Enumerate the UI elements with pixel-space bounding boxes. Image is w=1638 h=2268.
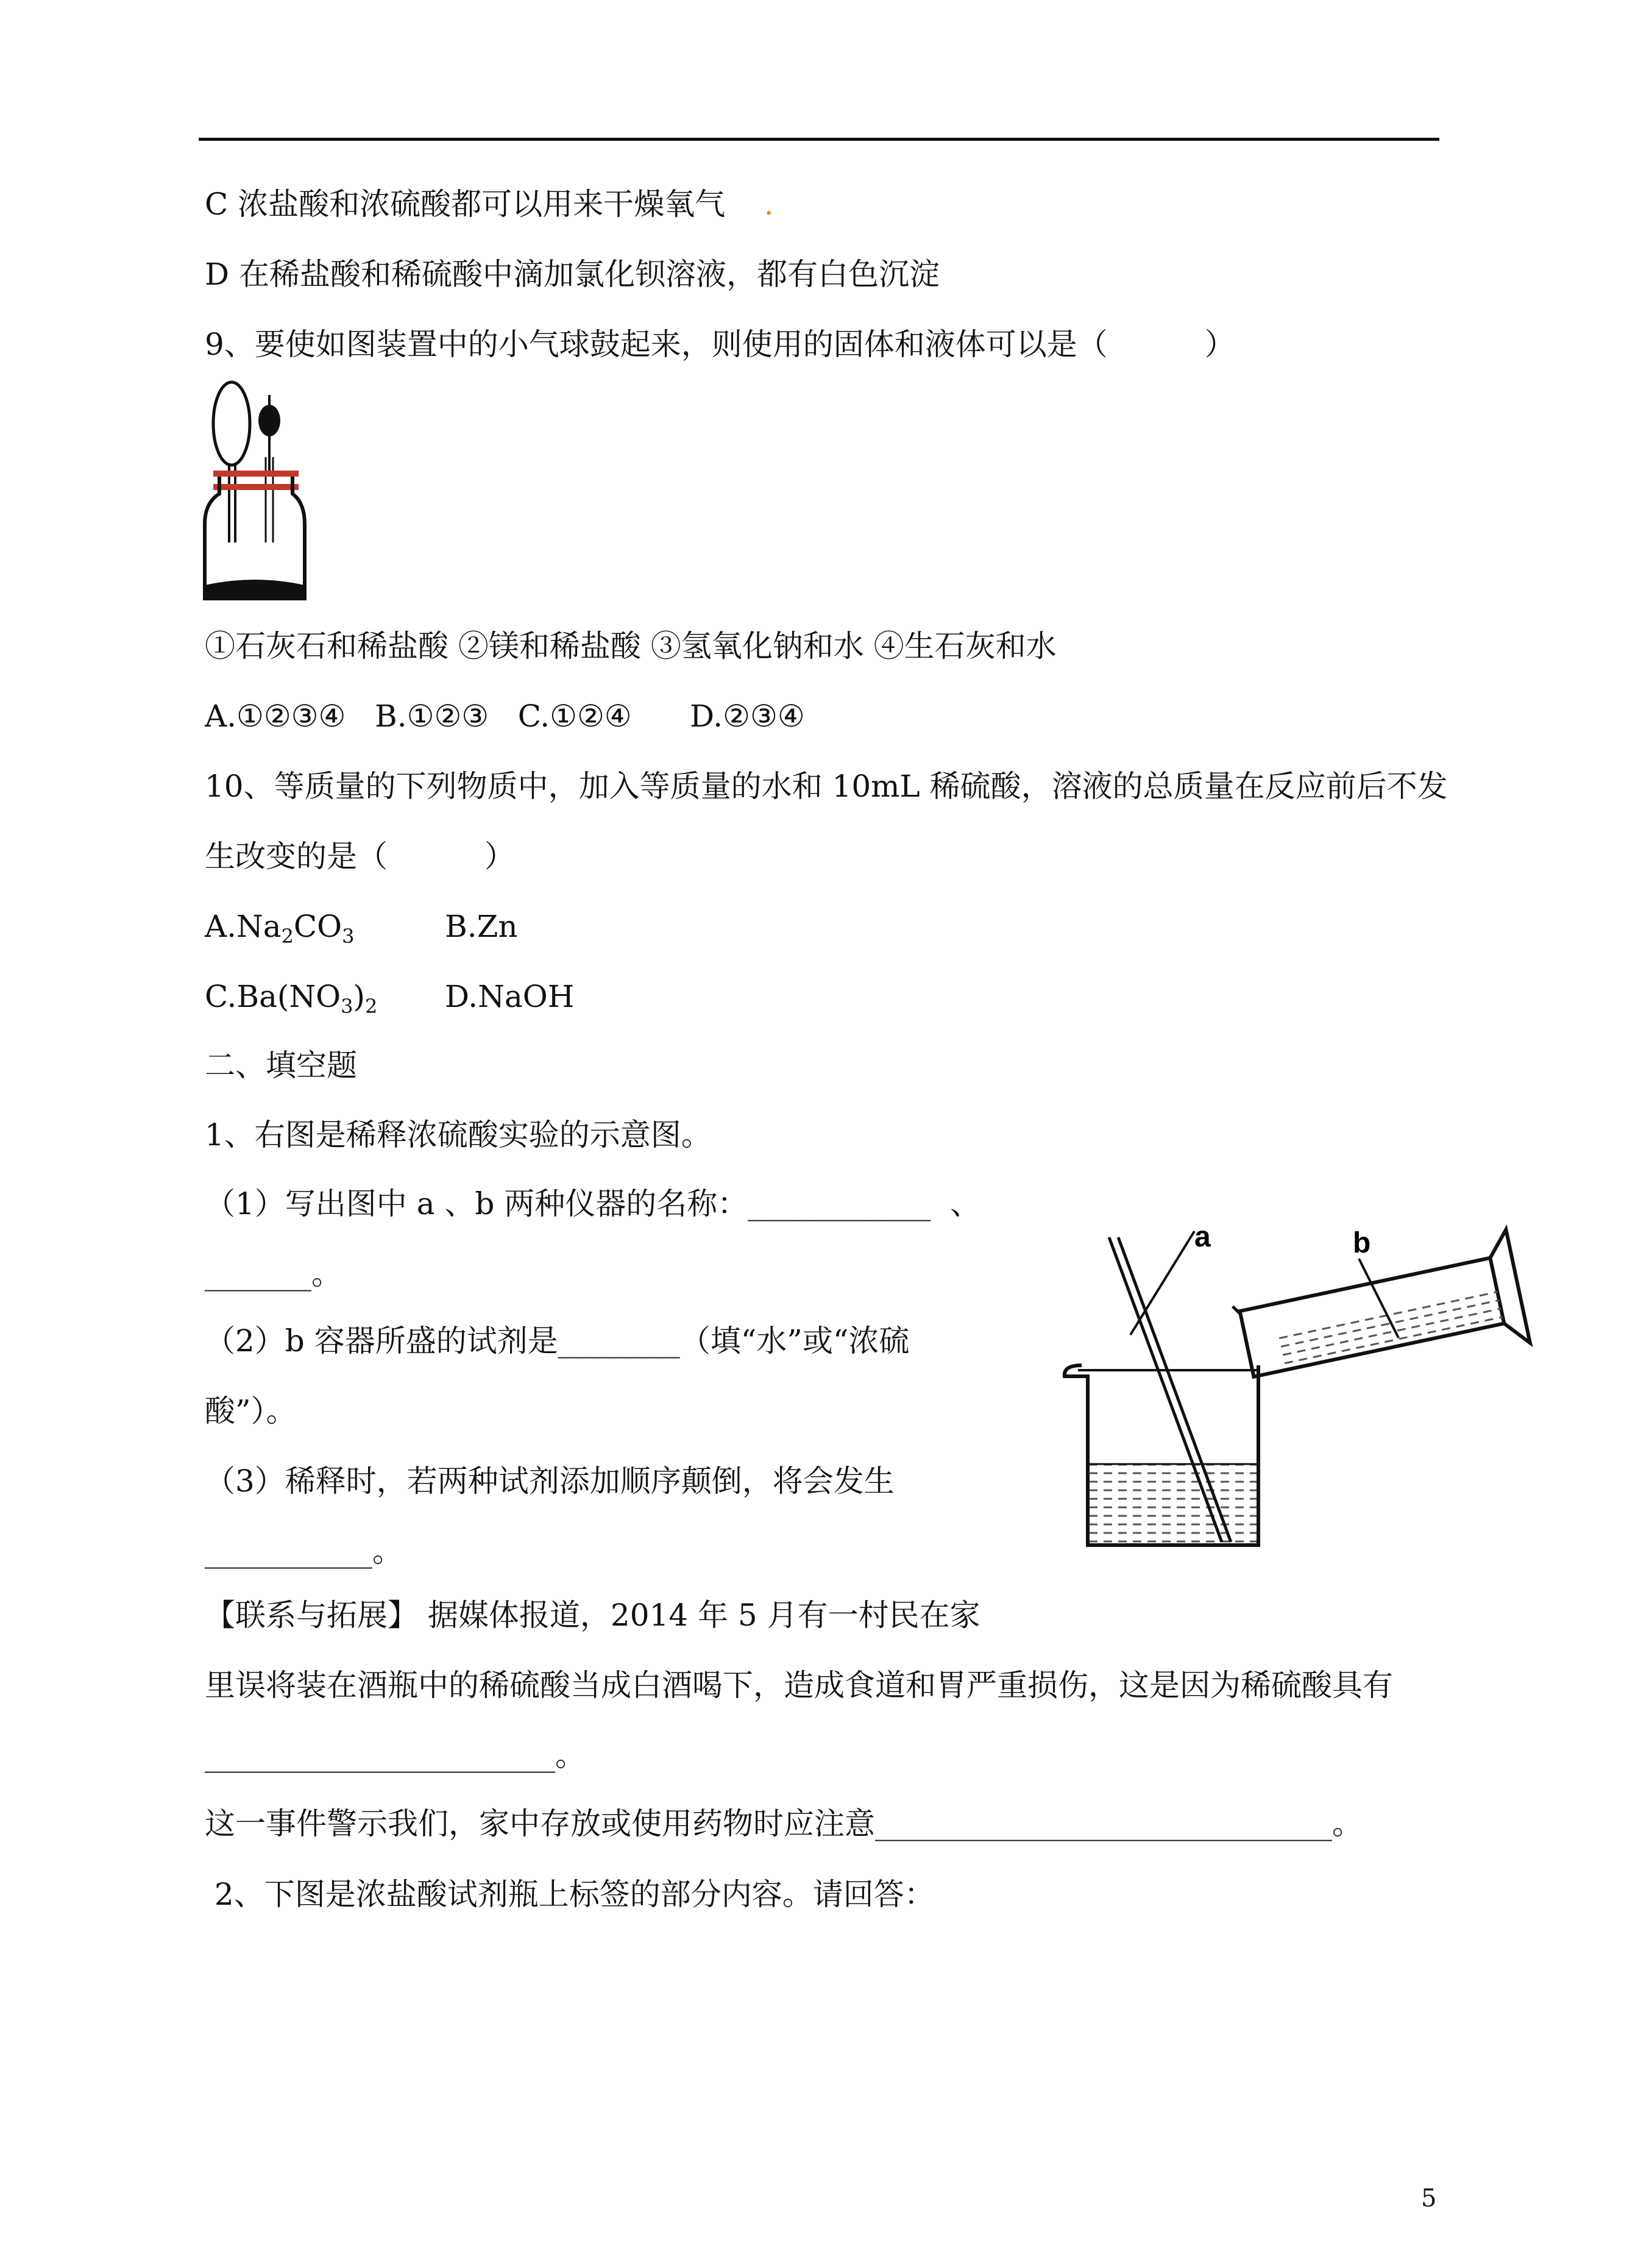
- question-10-option-d: D.NaOH: [445, 979, 575, 1014]
- fill-question-1-part3: （3）稀释时，若两种试剂添加顺序颠倒，将会发生: [205, 1463, 895, 1499]
- question-9: 9、要使如图装置中的小气球鼓起来，则使用的固体和液体可以是（ ）: [205, 327, 1235, 362]
- question-9-options: A.①②③④ B.①②③ C.①②④ D.②③④: [205, 699, 805, 734]
- extension-line4: 这一事件警示我们，家中存放或使用药物时应注意______________________________。: [205, 1806, 1363, 1841]
- option-c-line: C 浓盐酸和浓硫酸都可以用来干燥氧气 .: [205, 187, 774, 222]
- label-a: a: [1194, 1221, 1211, 1253]
- header-rule: [199, 138, 1439, 141]
- question-10-line2: 生改变的是（ ）: [205, 839, 515, 874]
- question-10-option-a: $A.Na_2CO_3$: [205, 909, 355, 948]
- question-10-option-c: $C.Ba(NO_3)_2$: [205, 979, 378, 1018]
- extension-line2: 里误将装在酒瓶中的稀硫酸当成白酒喝下，造成食道和胃严重损伤，这是因为稀硫酸具有: [205, 1668, 1393, 1703]
- balloon-apparatus-figure: [201, 378, 311, 603]
- dilution-diagram: [1015, 1213, 1545, 1579]
- fill-question-1-part2: （2）b 容器所盛的试剂是________（填“水”或“浓硫: [205, 1323, 910, 1359]
- page-number: 5: [1421, 2184, 1437, 2213]
- fill-question-1-part2-cont: 酸”）。: [205, 1393, 297, 1429]
- question-10-line1: 10、等质量的下列物质中，加入等质量的水和 10mL 稀硫酸，溶液的总质量在反应前后不发: [205, 769, 1448, 804]
- extension-blank: _______________________。: [205, 1738, 586, 1773]
- section-heading: 二、填空题: [205, 1048, 357, 1083]
- fill-question-1-part1-blank: _______。: [205, 1256, 342, 1292]
- fill-question-1: 1、右图是稀释浓硫酸实验的示意图。: [205, 1117, 712, 1153]
- fill-question-2: 2、下图是浓盐酸试剂瓶上标签的部分内容。请回答：: [205, 1877, 935, 1912]
- question-10-option-b: B.Zn: [445, 909, 518, 944]
- option-d-line: D 在稀盐酸和稀硫酸中滴加氯化钡溶液，都有白色沉淀: [205, 257, 940, 292]
- extension-line1: 【联系与拓展】 据媒体报道，2014 年 5 月有一村民在家: [205, 1598, 980, 1633]
- fill-question-1-part1: （1）写出图中 a 、b 两种仪器的名称：____________ 、: [205, 1186, 981, 1221]
- fill-question-1-part3-blank: ___________。: [205, 1534, 403, 1569]
- label-b: b: [1353, 1227, 1371, 1259]
- question-9-items: ①石灰石和稀盐酸 ②镁和稀盐酸 ③氢氧化钠和水 ④生石灰和水: [205, 628, 1057, 664]
